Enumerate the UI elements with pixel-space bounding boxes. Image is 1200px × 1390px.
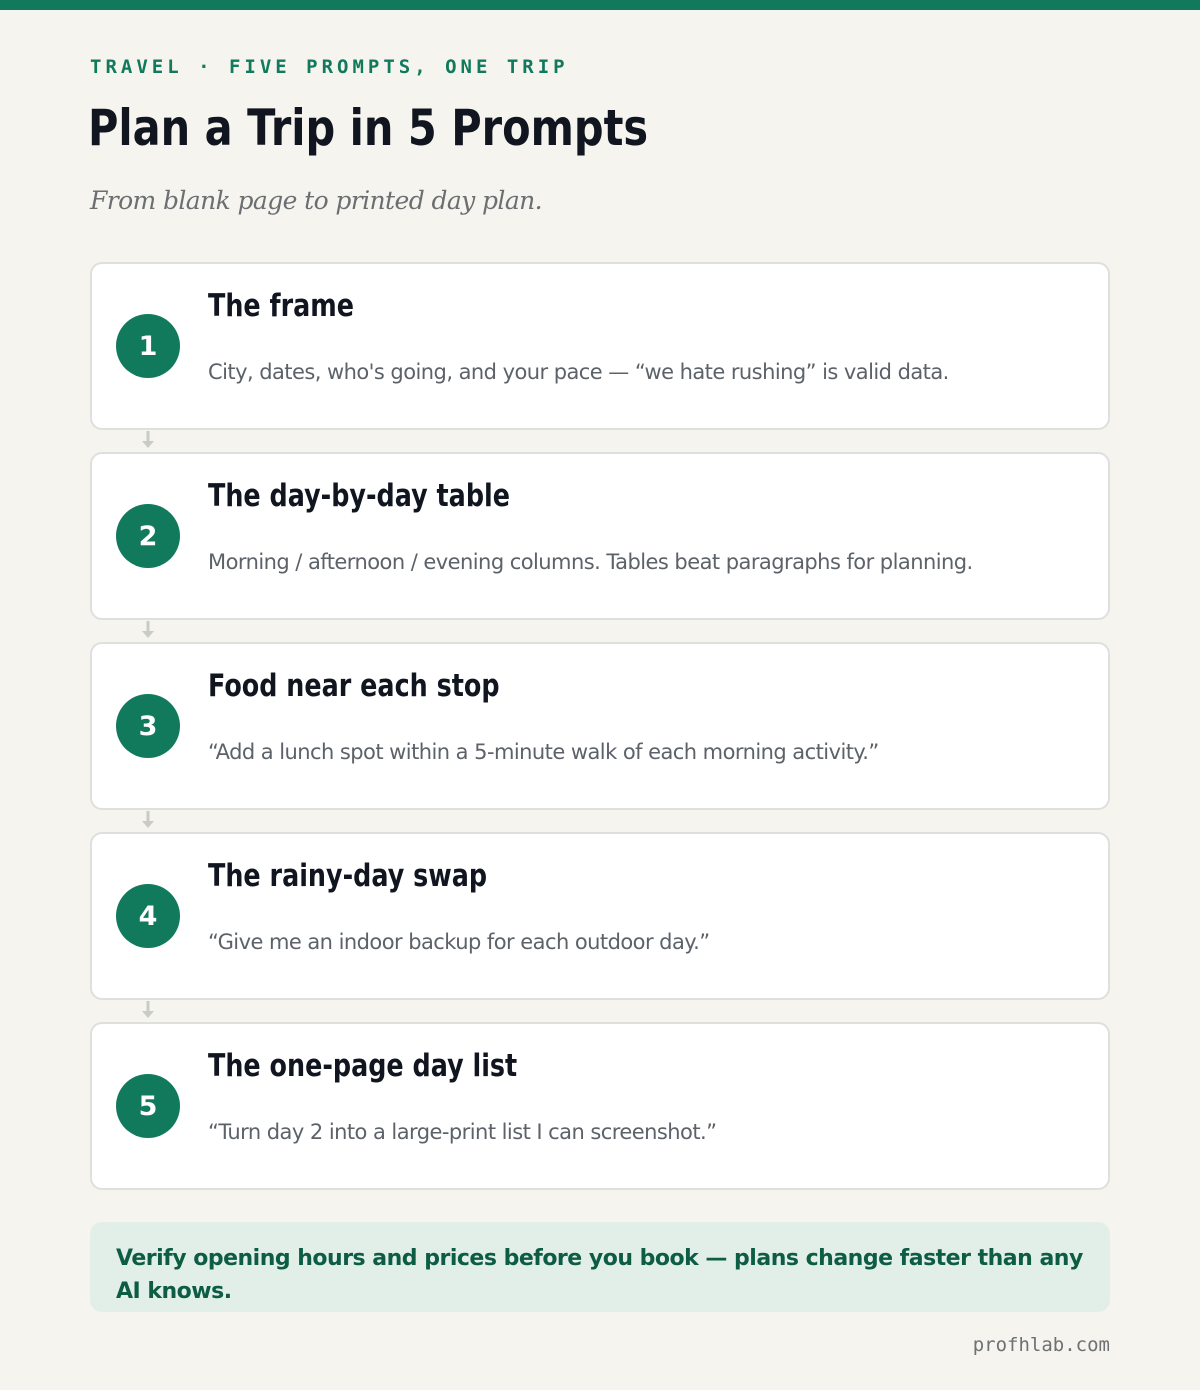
step-number-badge: 1 [116,314,180,378]
step-number-badge: 2 [116,504,180,568]
step-card [90,262,1110,430]
step-title: The rainy-day swap [208,858,488,894]
step-card [90,1022,1110,1190]
step-title: The frame [208,288,355,324]
step-description: Morning / afternoon / evening columns. Tables beat paragraphs for planning. [208,550,973,574]
step-title: The one-page day list [208,1048,518,1084]
step-title: Food near each stop [208,668,500,704]
arrow-down-icon [141,1001,155,1019]
page-subtitle: From blank page to printed day plan. [90,186,542,215]
arrow-down-icon [141,811,155,829]
arrow-down-icon [141,431,155,449]
step-description: “Add a lunch spot within a 5-minute walk of each morning activity.” [208,740,879,764]
step-description: “Give me an indoor backup for each outdoor day.” [208,930,710,954]
step-number-badge: 4 [116,884,180,948]
step-number-badge: 3 [116,694,180,758]
top-accent-bar [0,0,1200,10]
step-description: “Turn day 2 into a large-print list I can screenshot.” [208,1120,717,1144]
step-card [90,452,1110,620]
arrow-down-icon [141,621,155,639]
eyebrow-label: TRAVEL · FIVE PROMPTS, ONE TRIP [90,56,569,78]
page-title: Plan a Trip in 5 Prompts [88,99,649,157]
step-card [90,832,1110,1000]
step-description: City, dates, who's going, and your pace — “we hate rushing” is valid data. [208,360,949,384]
verification-note: Verify opening hours and prices before you book — plans change faster than any AI knows. [90,1222,1110,1312]
footer-site-link[interactable]: profhlab.com [972,1334,1110,1356]
step-card [90,642,1110,810]
step-title: The day-by-day table [208,478,510,514]
steps-list [90,262,1110,1212]
step-number-badge: 5 [116,1074,180,1138]
